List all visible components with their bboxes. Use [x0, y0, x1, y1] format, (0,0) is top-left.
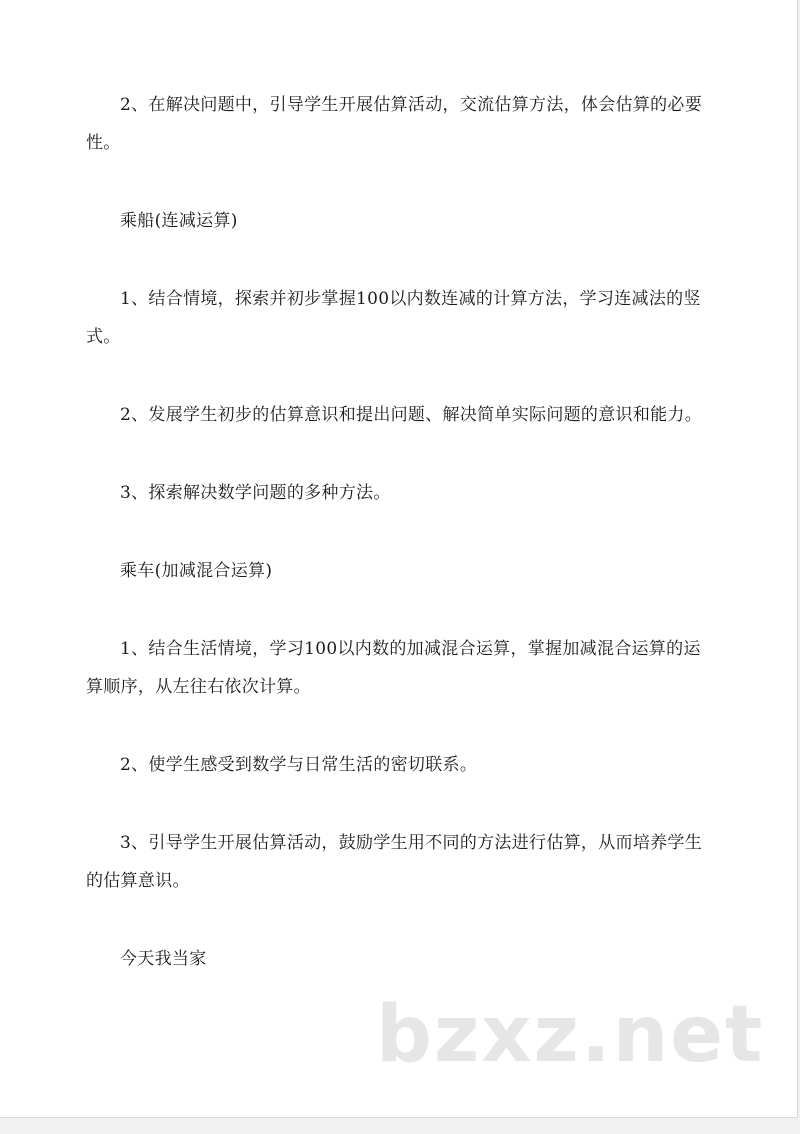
paragraph-boat-goal-3: 3、探索解决数学问题的多种方法。	[120, 483, 391, 503]
paragraph-car-goal-3: 3、引导学生开展估算活动，鼓励学生用不同的方法进行估算，从而培养学生的估算意识。	[86, 833, 703, 891]
section-heading-housekeeping: 今天我当家	[120, 949, 207, 969]
section-heading-boat: 乘船(连减运算)	[120, 211, 238, 231]
paragraph-boat-goal-1: 1、结合情境，探索并初步掌握100以内数连减的计算方法，学习连减法的竖式。	[86, 289, 701, 347]
site-watermark: bzxz.net	[376, 990, 765, 1080]
document-body	[86, 86, 714, 978]
paragraph-boat-goal-2: 2、发展学生初步的估算意识和提出问题、解决简单实际问题的意识和能力。	[120, 405, 703, 425]
section-heading-car: 乘车(加减混合运算)	[120, 561, 273, 581]
paragraph-car-goal-1: 1、结合生活情境，学习100以内数的加减混合运算，掌握加减混合运算的运算顺序，从左往右依次计算。	[86, 639, 701, 697]
paragraph-estimation-activity: 2、在解决问题中，引导学生开展估算活动，交流估算方法，体会估算的必要性。	[86, 95, 703, 153]
paragraph-car-goal-2: 2、使学生感受到数学与日常生活的密切联系。	[120, 755, 478, 775]
